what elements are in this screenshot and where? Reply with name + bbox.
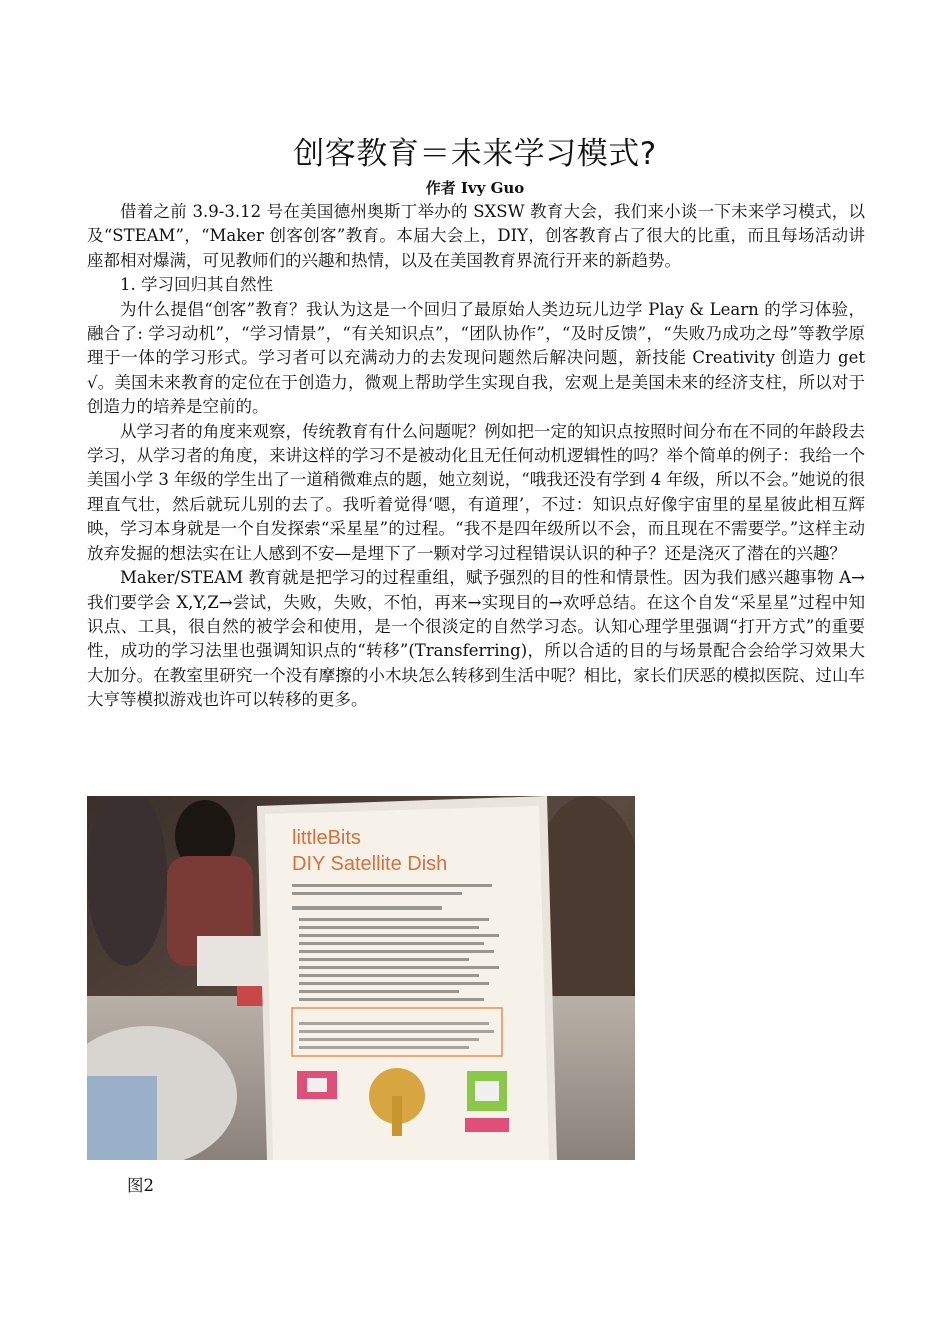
article-author: 作者 Ivy Guo — [425, 179, 525, 197]
sign-title-text: DIY Satellite Dish — [292, 853, 448, 875]
article-title: 创客教育＝未来学习模式? — [293, 136, 657, 172]
paragraph-intro: 借着之前 3.9-3.12 号在美国德州奥斯丁举办的 SXSW 教育大会，我们来小谈一下未来学习模式，以及“STEAM”，“Maker 创客创客”教育。本届大会上，DIY，创客教育占了很大的比重，而且每场活动讲座都相对爆满，可见教师们的兴趣和热情，以及在美国教育界流行开来的新趋势。 — [87, 202, 865, 270]
article-photo — [87, 796, 635, 1160]
section-heading: 1. 学习回归其自然性 — [120, 275, 273, 295]
article-body — [87, 200, 865, 713]
paragraph-steam: Maker/STEAM 教育就是把学习的过程重组，赋予强烈的目的性和情景性。因为我们感兴趣事物 A→我们要学会 X,Y,Z→尝试，失败，失败，不怕，再来→实现目的→欢呼总结。在这个自发“采星星”过程中知识点、工具，很自然的被学会和使用，是一个很淡定的自然学习态。认知心理学里强调“打开方式”的重要性，成功的学习法里也强调知识点的“转移”(Transferring)，所以合适的目的与场景配合会给学习效果大大加分。在教室里研究一个没有摩擦的小木块怎么转移到生活中呢？相比，家长们厌恶的模拟医院、过山车大亨等模拟游戏也许可以转移的更多。 — [87, 568, 865, 710]
paragraph-learner-view: 从学习者的角度来观察，传统教育有什么问题呢？例如把一定的知识点按照时间分布在不同的年龄段去学习，从学习者的角度，来讲这样的学习不是被动化且无任何动机逻辑性的吗？举个简单的例子：我给一个美国小学 3 年级的学生出了一道稍微难点的题，她立刻说，“哦我还没有学到 4 年级，所以不会。”她说的很理直气壮，然后就玩儿别的去了。我听着觉得‘嗯，有道理’，不过：知识点好像宇宙里的星星彼此相互辉映，学习本身就是一个自发探索“采星星”的过程。“我不是四年级所以不会，而且现在不需要学。”这样主动放弃发掘的想法实在让人感到不安—是埋下了一颗对学习过程错误认识的种子？还是浇灭了潜在的兴趣？ — [87, 421, 865, 563]
paragraph-why-maker: 为什么提倡“创客”教育？我认为这是一个回归了最原始人类边玩儿边学 Play & Learn 的学习体验，融合了: 学习动机”，“学习情景”，“有关知识点”，“团队协作”，“及时反馈”，“失败乃成功之母”等教学原理于一体的学习形式。学习者可以充满动力的去发现问题然后解决问题，新技能 Creativity 创造力 get √。美国未来教育的定位在于创造力，微观上帮助学生实现自我，宏观上是美国未来的经济支柱，所以对于创造力的培养是空前的。 — [87, 299, 865, 417]
sign-brand-text: littleBits — [292, 827, 361, 849]
figure-caption: 图2 — [127, 1176, 154, 1195]
photo-illustration — [87, 796, 635, 1160]
